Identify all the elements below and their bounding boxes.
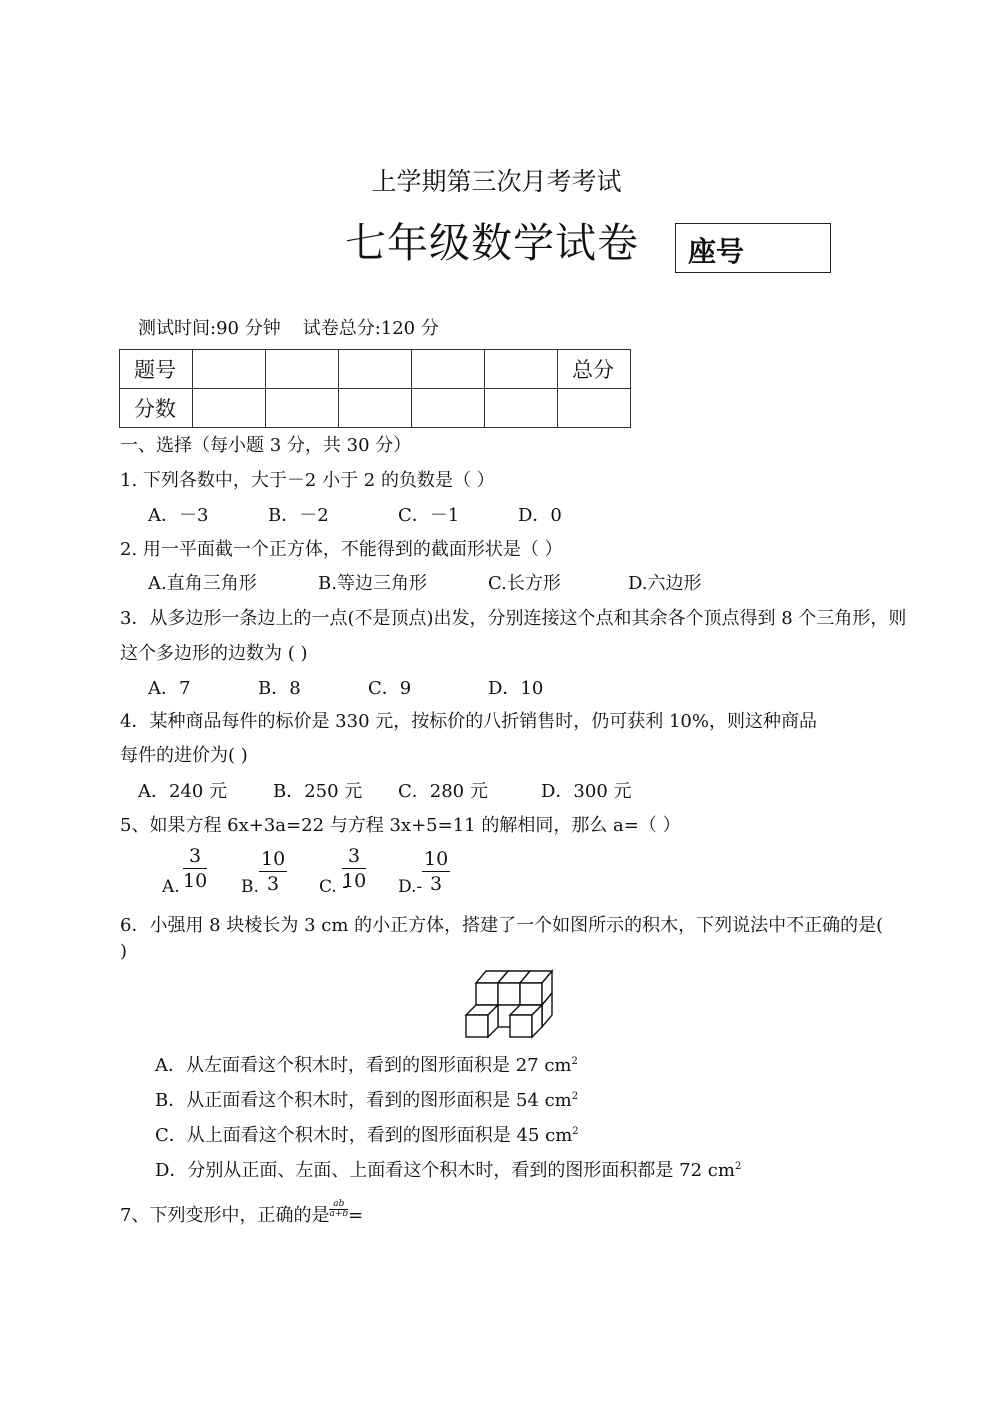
score-table-row-score [120, 389, 631, 428]
question-2: 2. 用一平面截一个正方体，不能得到的截面形状是（ ） [120, 539, 563, 560]
question-1: 1. 下列各数中，大于－2 小于 2 的负数是（ ） [120, 470, 495, 491]
fraction-numerator: 10 [424, 848, 449, 870]
superscript-2: 2 [571, 1056, 578, 1067]
section-heading: 一、选择（每小题 3 分，共 30 分） [120, 435, 412, 456]
score-cell [339, 350, 412, 389]
q5-option-b-label: B. [241, 877, 259, 897]
score-cell [339, 389, 412, 428]
score-cell [485, 350, 558, 389]
q5-option-a-label: A. [162, 877, 180, 897]
q5-option-d-label: D.- [398, 877, 423, 897]
fraction-denominator: 3 [267, 873, 280, 895]
fraction-numerator: 10 [261, 848, 286, 870]
score-cell [193, 389, 266, 428]
fraction-denominator: 10 [183, 870, 208, 892]
score-cell [266, 389, 339, 428]
fraction-numerator: 3 [183, 845, 207, 869]
exam-time: 测试时间:90 分钟 [138, 318, 281, 339]
q3-option-b: B．8 [258, 678, 301, 699]
question-4-line-1: 4．某种商品每件的标价是 330 元，按标价的八折销售时，仍可获利 10%，则这种商品 [120, 711, 817, 732]
q4-option-a: A．240 元 [138, 781, 228, 802]
q2-option-d: D.六边形 [628, 573, 702, 594]
exam-info [138, 314, 439, 340]
score-cell [193, 350, 266, 389]
q4-option-b: B．250 元 [273, 781, 363, 802]
seat-number-box [675, 223, 831, 273]
q6-option-a-text: A．从左面看这个积木时，看到的图形面积是 27 cm [155, 1055, 572, 1076]
score-table-row-question [120, 350, 631, 389]
q2-option-a: A.直角三角形 [148, 573, 257, 594]
question-4-line-2: 每件的进价为( ) [120, 745, 248, 766]
q6-option-c [155, 1121, 579, 1147]
question-3-line-2: 这个多边形的边数为 ( ) [120, 643, 308, 664]
superscript-2: 2 [734, 1161, 742, 1172]
score-table-header: 分数 [120, 389, 193, 428]
cube-face [466, 1015, 488, 1037]
q6-option-d-text: D．分别从正面、左面、上面看这个积木时，看到的图形面积都是 72 cm [155, 1160, 735, 1181]
question-6-line-1: 6．小强用 8 块棱长为 3 cm 的小正方体，搭建了一个如图所示的积木，下列说法中不正确的是( [120, 915, 884, 936]
q6-option-d [155, 1156, 741, 1182]
score-cell [266, 350, 339, 389]
exam-title: 七年级数学试卷 [345, 219, 639, 267]
q5-option-b-fraction [259, 848, 287, 895]
q5-option-c-label: C. - [319, 877, 348, 897]
score-cell-total [558, 389, 631, 428]
score-cell [485, 389, 558, 428]
superscript-2: 2 [571, 1091, 579, 1102]
question-7 [120, 1200, 363, 1227]
q4-option-c: C．280 元 [398, 781, 488, 802]
q5-option-d-fraction [422, 848, 450, 895]
q1-option-c: C．－1 [398, 505, 460, 526]
fraction-numerator: ab [329, 1200, 348, 1210]
exam-subtitle: 上学期第三次月考考试 [371, 167, 622, 196]
fraction-denominator: a+b [329, 1209, 349, 1219]
q1-option-d: D．0 [518, 505, 562, 526]
score-table-header: 题号 [120, 350, 193, 389]
cube-face [476, 983, 498, 1005]
fraction-denominator: 3 [430, 873, 443, 895]
cube-face [520, 983, 542, 1005]
score-cell [412, 389, 485, 428]
q6-option-a [155, 1051, 578, 1077]
score-table [119, 349, 631, 428]
fraction-denominator: 10 [342, 870, 367, 892]
cube-face [510, 1015, 532, 1037]
q4-option-d: D．300 元 [541, 781, 632, 802]
q6-option-b-text: B．从正面看这个积木时，看到的图形面积是 54 cm [155, 1090, 572, 1111]
score-cell-total-label: 总分 [558, 350, 631, 389]
question-5: 5、如果方程 6x+3a=22 与方程 3x+5=11 的解相同，那么 a=（ ） [120, 815, 681, 836]
score-cell [412, 350, 485, 389]
q3-option-c: C．9 [368, 678, 412, 699]
q3-option-d: D．10 [488, 678, 544, 699]
q7-fraction [329, 1200, 348, 1219]
q6-option-c-text: C．从上面看这个积木时，看到的图形面积是 45 cm [155, 1125, 573, 1146]
question-7-text: 7、下列变形中，正确的是 [120, 1205, 330, 1226]
question-3-line-1: 3．从多边形一条边上的一点(不是顶点)出发，分别连接这个点和其余各个顶点得到 8 个三角形，则 [120, 608, 907, 629]
fraction-numerator: 3 [342, 845, 366, 869]
q6-option-b [155, 1086, 578, 1112]
equals-sign: = [348, 1205, 364, 1226]
question-6-line-2: ) [120, 941, 128, 962]
q3-option-a: A．7 [148, 678, 191, 699]
exam-total-score: 试卷总分:120 分 [302, 318, 439, 339]
q5-option-a-fraction [183, 845, 207, 892]
q1-option-b: B．－2 [268, 505, 329, 526]
q2-option-b: B.等边三角形 [318, 573, 427, 594]
q2-option-c: C.长方形 [488, 573, 561, 594]
superscript-2: 2 [572, 1126, 579, 1137]
cube-stack-figure [462, 967, 566, 1043]
seat-label: 座号 [688, 235, 745, 268]
q1-option-a: A．－3 [148, 505, 209, 526]
q5-option-c-fraction [342, 845, 366, 892]
cube-face [498, 983, 520, 1005]
